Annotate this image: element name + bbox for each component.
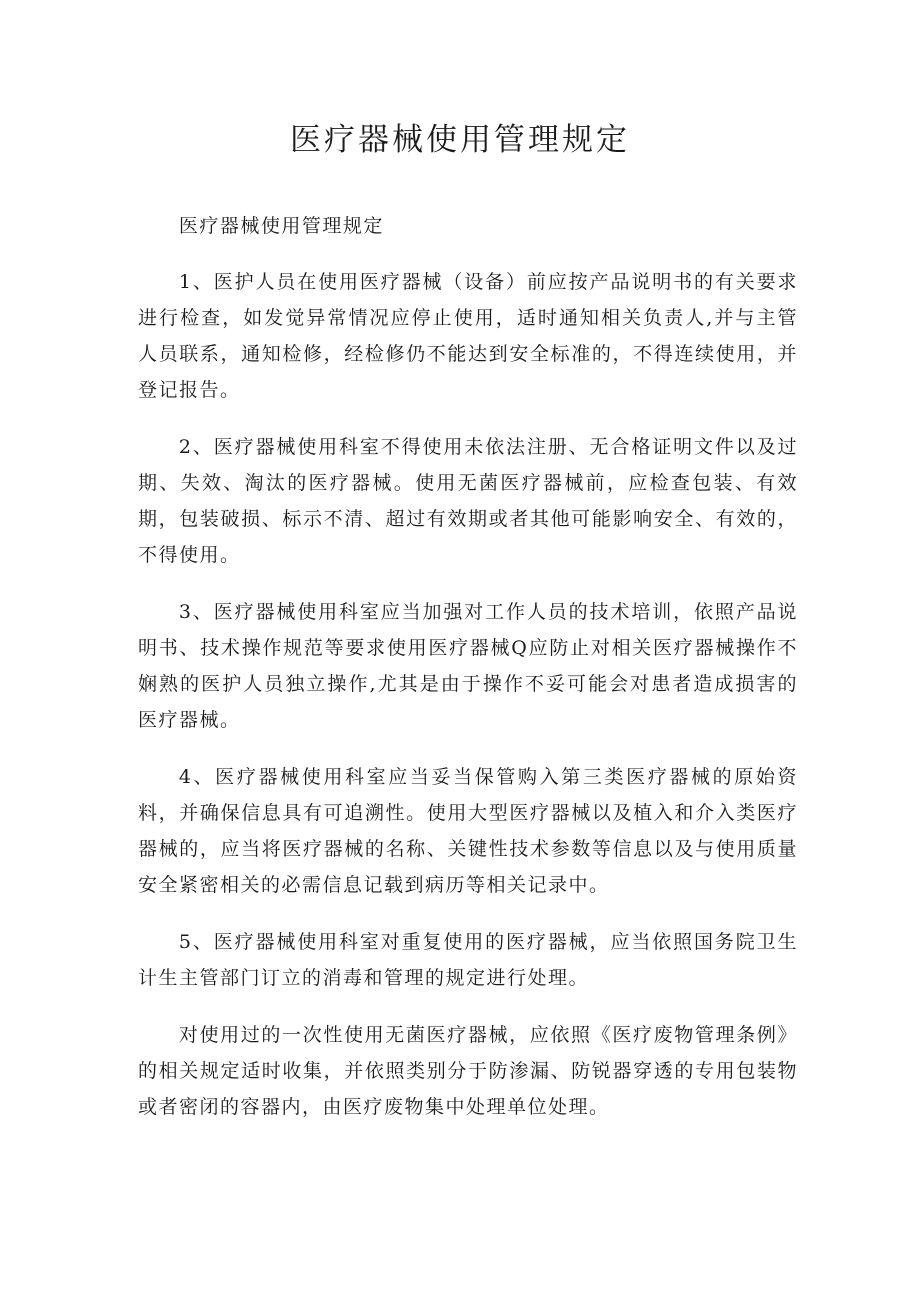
paragraph-4: 4、医疗器械使用科室应当妥当保管购入第三类医疗器械的原始资料，并确保信息具有可追溯性。使用大型医疗器械以及植入和介入类医疗器械的，应当将医疗器械的名称、关键性技术参数等信息以及与使用质量安全紧密相关的必需信息记载到病历等相关记录中。 bbox=[138, 766, 798, 896]
paragraph-3: 3、医疗器械使用科室应当加强对工作人员的技术培训，依照产品说明书、技术操作规范等要求使用医疗器械Q应防止对相关医疗器械操作不娴熟的医护人员独立操作,尤其是由于操作不妥可能会对患者造成损害的医疗器械。 bbox=[138, 601, 798, 731]
paragraph-5: 5、医疗器械使用科室对重复使用的医疗器械，应当依照国务院卫生计生主管部门订立的消毒和管理的规定进行处理。 bbox=[138, 931, 798, 989]
paragraph-6: 对使用过的一次性使用无菌医疗器械，应依照《医疗废物管理条例》的相关规定适时收集，并依照类别分于防渗漏、防锐器穿透的专用包装物或者密闭的容器内，由医疗废物集中处理单位处理。 bbox=[138, 1024, 798, 1118]
document-subtitle: 医疗器械使用管理规定 bbox=[178, 215, 384, 237]
document-body bbox=[138, 208, 798, 1146]
paragraph-2: 2、医疗器械使用科室不得使用未依法注册、无合格证明文件以及过期、失效、淘汰的医疗器械。使用无菌医疗器械前，应检查包装、有效期，包装破损、标示不清、超过有效期或者其他可能影响安全、有效的，不得使用。 bbox=[138, 436, 798, 566]
paragraph-1: 1、医护人员在使用医疗器械（设备）前应按产品说明书的有关要求进行检查，如发觉异常情况应停止使用，适时通知相关负责人,并与主管人员联系，通知检修，经检修仍不能达到安全标准的，不得连续使用，并登记报告。 bbox=[138, 271, 798, 401]
document-title: 医疗器械使用管理规定 bbox=[290, 122, 630, 158]
